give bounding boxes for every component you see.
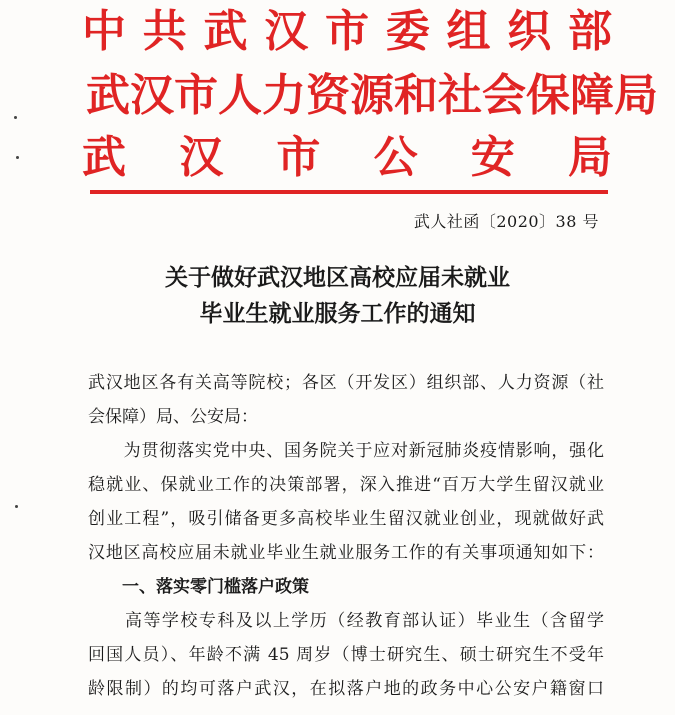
header-char: 保 [526,70,570,121]
header-char: 公 [373,132,418,183]
body-line: 龄限制）的均可落户武汉，在拟落户地的政务中心公安户籍窗口 [88,679,604,699]
header-org-hr-bureau [86,70,658,121]
body-line: 创业工程”，吸引储备更多高校毕业生留汉就业创业，现就做好武 [88,509,604,529]
header-char: 力 [262,70,306,121]
header-char: 障 [570,70,614,121]
header-char: 汉 [130,70,174,121]
header-char: 组 [446,6,491,57]
body-line: 回国人员）、年龄不满 45 周岁（博士研究生、硕士研究生不受年 [88,645,604,665]
header-char: 和 [394,70,438,121]
header-char: 委 [385,6,430,57]
scan-speck [16,156,19,159]
notice-title-line-2: 毕业生就业服务工作的通知 [199,300,476,327]
section-heading: 一、落实零门槛落户政策 [88,577,309,597]
header-char: 局 [567,132,612,183]
header-char: 局 [614,70,658,121]
header-char: 汉 [264,6,309,57]
body-line: 高等学校专科及以上学历（经教育部认证）毕业生（含留学 [88,611,604,631]
body-line: 武汉地区各有关高等院校；各区（开发区）组织部、人力资源（社 [88,373,604,393]
header-char: 安 [470,132,515,183]
body-line: 稳就业、保就业工作的决策部署，深入推进“百万大学生留汉就业 [88,475,604,495]
body-line: 会保障）局、公安局： [88,407,258,427]
header-char: 武 [203,6,248,57]
header-char: 市 [325,6,369,57]
header-char: 社 [438,70,482,121]
header-char: 织 [507,6,552,57]
header-char: 资 [306,70,350,121]
header-char: 市 [276,132,321,183]
header-org-police-bureau [82,132,612,183]
header-char: 会 [482,70,526,121]
body-line: 为贯彻落实党中央、国务院关于应对新冠肺炎疫情影响，强化 [88,441,604,461]
scan-speck [15,505,18,508]
header-char: 汉 [179,132,224,183]
header-char: 市 [174,70,218,121]
notice-title-line-1: 关于做好武汉地区高校应届未就业 [165,264,510,291]
header-char: 源 [350,70,394,121]
scan-speck [14,116,17,119]
header-char: 共 [142,6,187,57]
header-char: 武 [82,132,126,183]
header-char: 中 [82,6,126,57]
header-char: 武 [86,70,130,121]
header-char: 人 [218,70,262,121]
document-number: 武人社函〔2020〕38 号 [413,212,599,231]
body-line: 汉地区高校应届未就业毕业生就业服务工作的有关事项通知如下： [88,543,604,563]
red-header-rule [90,190,608,194]
header-char: 部 [568,6,612,57]
header-org-party-committee [82,6,612,57]
